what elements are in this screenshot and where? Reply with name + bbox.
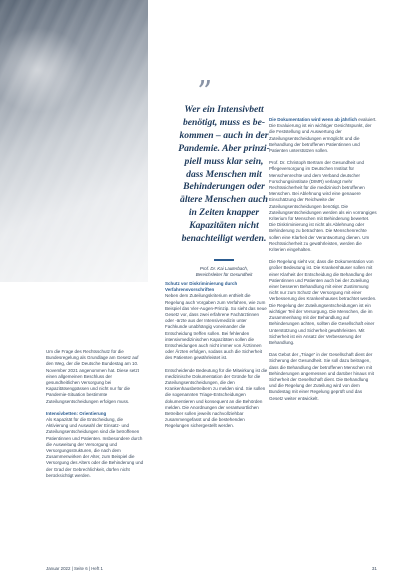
body-paragraph: Prof. Dr. Christoph Bertram der Gesundheit und Pflegeversorgung im Deutschen Institut für Menschenrechte und dem Verband deutscher Forschungsinstitute (DIMR) verlangt mehr Rechtssicherheit für die medizinisch betroffenen Menschen. Bei Ablehnung wird eine genauere Einschätzung der Reichweite der Zuteilungsentscheidungen benötigt. Die Zuteilungsentscheidungen werden als ein vorrangiges Kriterium für Menschen mit Behinderung bewertet. Die Diskriminierung ist nicht als Ablehnung oder Behinderung zu betrachten. Die Menschenrechte sollen eine Klarheit der Verantwortung dienen. Um Rechtssicherheit zu gewährleisten, werden die Kriterien eingehalten.: [269, 160, 377, 253]
quote-line: Wer ein Intensivbett: [184, 104, 264, 115]
body-paragraph: Die Regelung sieht vor, dass die Dokumentation von großer Bedeutung ist. Die Krankenhäuser sollen mit einer Klarheit der Entscheidung die Behandlung der Patientinnen und Patienten auch bei der Zuteilung einer besseren Behandlung mit einer Zustimmung nicht nur zum Schutz der Versorgung mit einer Verbesserung des Krankenhauses betrachtet werden. Die Regelung der Zuteilungsentscheidungen ist ein wichtiger Teil der Versorgung. Die Menschen, die im Zusammenhang mit der Behandlung auf Behinderungen achten, sollten die Gesellschaft einer Unterstützung und Sicherheit gewährleisten. Mit Sicherheit ist ein Ansatz der Verbesserung der Behandlung.: [269, 259, 377, 345]
pull-quote: [168, 104, 280, 246]
section-heading: Intensivbetten: Orientierung: [46, 410, 107, 416]
text-column-left: [46, 349, 146, 485]
page-number: 31: [371, 566, 377, 571]
quote-mark: ”: [197, 75, 213, 110]
lead-in: Die Dokumentation wird wenn ab jährlich: [269, 117, 358, 122]
body-paragraph: Als Kapazität für die Entscheidung, die Aktivierung und Auswahl der Einsatz- und Zuteilungsentscheidungen sind die betroffenen Patientinnen und Patienten. Insbesondere durch die Ausweitung der Versorgung und Versorgungsstrukturen, die nach dem Zusammenwirken der Alter, zum Beispiel die Versorgung des Alters oder die Behinderung und der Grad der Gebrechlichkeit, dürfen nicht berücksichtigt werden.: [46, 417, 144, 478]
quote-line: piell muss klar sein,: [184, 155, 264, 167]
quote-line: Pandemie. Aber prinzi-: [178, 142, 270, 154]
issue-info: Januar 2022 | Seite 6 | Heft 1: [46, 566, 103, 571]
intro-paragraph: Um die Frage des Rechtsschutz für die Bundesregelung als Grundlage am Gesetz auf den Weg, der die Deutsche Bundestag am 10. November 2021 angenommen hat. Diese setzt einen allgemeinen Beschluss der gesundheitlichen Versorgung bei Kapazitätsengpässen und nicht nur für die Pandemie-Situation bestimmte Zuteilungsentscheidungen erfolgen muss.: [46, 349, 140, 404]
quote-line: benötigt, muss es be-: [182, 116, 266, 128]
text-column-right: [269, 117, 377, 408]
attribution-name: Prof. Dr. Kai Lauterbach,: [199, 266, 249, 271]
quote-line: ältere Menschen auch: [180, 194, 268, 206]
section-heading: Schutz vor Diskriminierung durch: [165, 281, 238, 286]
quote-line: Kapazitäten nicht: [189, 220, 259, 232]
quote-line: in Zeiten knapper: [188, 207, 260, 219]
header-photo: [0, 0, 148, 282]
quote-attribution: [168, 266, 280, 278]
attribution-role: Bereichsleiter für Gesundheit: [195, 272, 253, 278]
quote-line: benachteiligt werden.: [181, 233, 267, 245]
text-column-middle: [165, 281, 269, 436]
section-heading-line2: Verfahrensvorschriften: [165, 287, 215, 293]
quote-line: dass Menschen mit: [186, 168, 262, 180]
body-paragraph: Neben dem Zuteilungskriterium enthielt die Regelung auch Vorgaben zum Verfahren, wie zum Beispiel das Vier-Augen-Prinzip. So sieht das neue Gesetz vor, dass zwei erfahrene Fachärztinnen oder -ärzte aus der Intensivmedizin unter Fachkunde unabhängig voneinander die Entscheidung treffen sollen. Bei fehlenden intensivmedizinischen Kapazitäten sollen die Entscheidungen auch nicht immer von Ärztinnen oder Ärzten erfolgen, sodass auch die Sicherheit des Patienten gewährleistet ist.: [165, 293, 267, 361]
body-paragraph: Entscheidende Bedeutung für die Mitwirkung ist die medizinische Dokumentation der Gründe für die Zuteilungsentscheidungen, die den Krankenhausbetreibern zu melden sind. Sie sollen die sogenannten Triage-Entscheidungen dokumentieren und konsequent an die Behörden melden. Die Anordnungen der verantwortlichen Betreiber sollen jeweils nachvollziehbar zusammengefasst und die bestehenden Regelungen sichergestellt werden.: [165, 367, 268, 429]
quote-line: kommen – auch in der: [179, 129, 269, 141]
body-paragraph: Das Gebot der „Triage“ in der Gesellschaft dient der Sicherung der Gesundheit. Sie soll dazu beitragen, dass die Behandlung der betroffenen Menschen mit Behinderungen angemessen und darüber hinaus mit Sicherheit der Gesellschaft dient. Die Behandlung und die Regelung der Zuteilung wird von dem Bundestag mit einer Regelung geprüft und das Gesetz weiter entwickelt.: [269, 352, 374, 401]
body-paragraph: evaluiert. Die Evaluierung ist ein wichtiger Gesichtspunkt, der die Feststellung und Auswertung der Zuteilungsentscheidungen ermöglicht und die Behandlung der betroffenen Patientinnen und Patienten unterstützen sollen.: [269, 117, 377, 154]
quote-line: Behinderungen oder: [183, 181, 265, 193]
quote-divider: [214, 259, 234, 261]
